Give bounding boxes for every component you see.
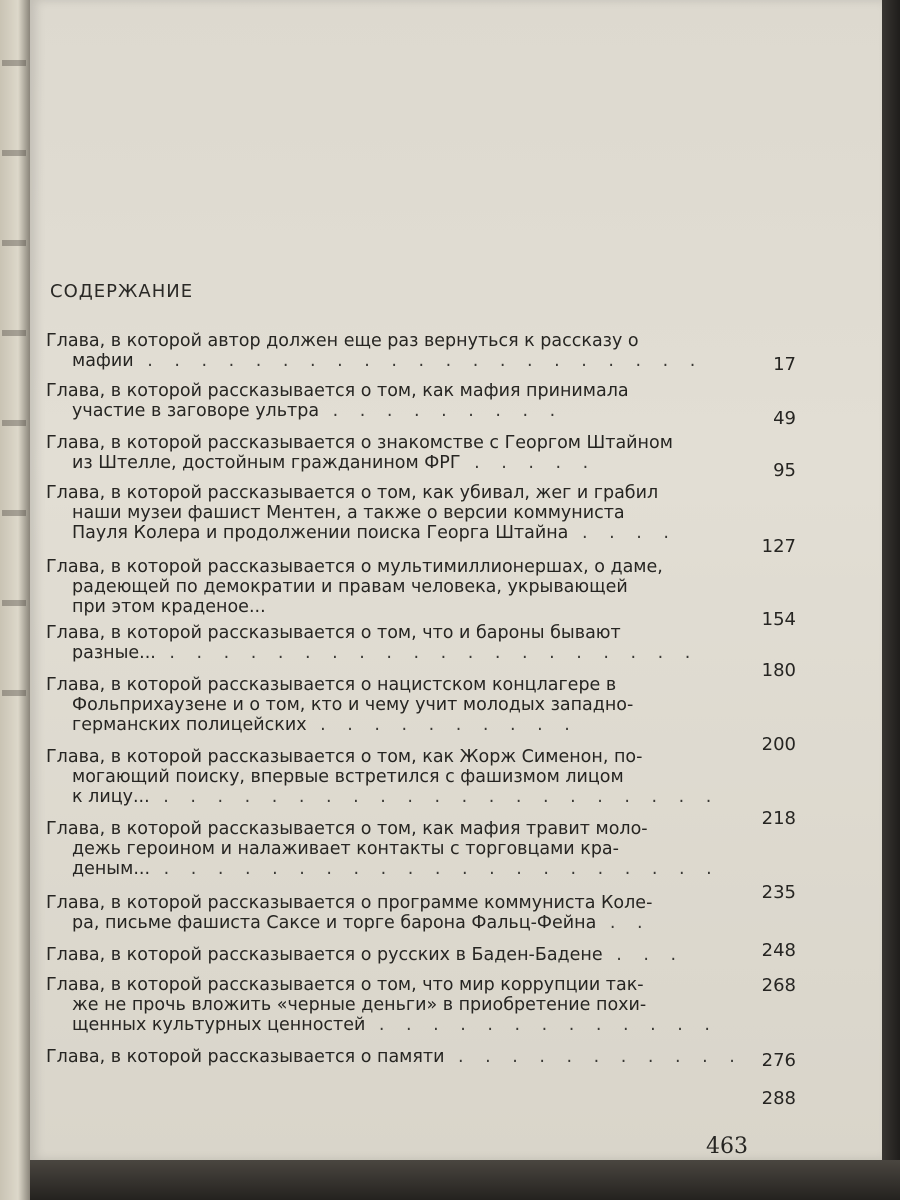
toc-entry-line bbox=[46, 913, 826, 933]
toc-entry-text: Глава, в которой рассказывается о том, как мафия принимала bbox=[46, 381, 629, 401]
toc-entry-text: Фольприхаузене и о том, кто и чему учит молодых западно- bbox=[72, 695, 634, 715]
toc-entry-line bbox=[46, 975, 826, 995]
toc-entry-line bbox=[46, 945, 826, 965]
toc-entry-text: же не прочь вложить «черные деньги» в приобретение похи- bbox=[72, 995, 647, 1015]
toc-entry-line bbox=[46, 1047, 826, 1067]
toc-entry-text: Пауля Колера и продолжении поиска Георга Штайна bbox=[72, 523, 569, 543]
toc-entry-text: разные... bbox=[72, 643, 156, 663]
toc-page-number: 154 bbox=[761, 609, 796, 630]
toc-entry bbox=[46, 381, 826, 429]
toc-entry-text: Глава, в которой рассказывается о памяти bbox=[46, 1047, 445, 1067]
toc-entry-line bbox=[46, 643, 826, 663]
toc-entry-text: при этом краденое... bbox=[72, 597, 266, 617]
toc-entry-text: радеющей по демократии и правам человека, укрывающей bbox=[72, 577, 628, 597]
toc-entry-line bbox=[46, 523, 826, 543]
toc-entry-text: Глава, в которой рассказывается о том, как мафия травит моло- bbox=[46, 819, 648, 839]
toc-entry-line bbox=[46, 433, 826, 453]
toc-page-number: 49 bbox=[773, 408, 796, 429]
toc-entry bbox=[46, 331, 826, 375]
toc-entry-text: из Штелле, достойным гражданином ФРГ bbox=[72, 453, 461, 473]
toc-entry-text: Глава, в которой рассказывается о знакомстве с Георгом Штайном bbox=[46, 433, 673, 453]
toc-entry-line bbox=[46, 597, 826, 617]
toc-leader-dots: . . . . . bbox=[460, 453, 597, 473]
toc-leader-dots: . . . . . . . . . . . . . . . . . . . . bbox=[155, 643, 699, 663]
toc-entry-text: Глава, в которой автор должен еще раз вернуться к рассказу о bbox=[46, 331, 639, 351]
toc-entry-line bbox=[46, 839, 826, 859]
toc-leader-dots: . . . . . . . . . . . . . . . . . . . . . bbox=[149, 787, 720, 807]
toc-entry-text: Глава, в которой рассказывается о том, как Жорж Сименон, по- bbox=[46, 747, 643, 767]
toc-page-number: 235 bbox=[761, 882, 796, 903]
toc-page-number: 248 bbox=[761, 940, 796, 961]
toc-entry-line bbox=[46, 453, 826, 473]
toc-entry-text: могающий поиску, впервые встретился с фашизмом лицом bbox=[72, 767, 624, 787]
toc-entry-text: щенных культурных ценностей bbox=[72, 1015, 366, 1035]
toc-entry-line bbox=[46, 483, 826, 503]
toc-entry-text: Глава, в которой рассказывается о нацистском концлагере в bbox=[46, 675, 617, 695]
toc-leader-dots: . . . . . . . . . . . . . bbox=[365, 1015, 718, 1035]
toc-entry-text: мафии bbox=[72, 351, 134, 371]
toc-entry-line bbox=[46, 331, 826, 351]
toc-leader-dots: . . . . . . . . . bbox=[319, 401, 564, 421]
toc-entry-line bbox=[46, 747, 826, 767]
toc-entry-line bbox=[46, 695, 826, 715]
toc-entry bbox=[46, 433, 826, 481]
toc-entry-text: наши музеи фашист Ментен, а также о версии коммуниста bbox=[72, 503, 625, 523]
page-number: 463 bbox=[706, 1134, 748, 1159]
toc-page-number: 200 bbox=[761, 734, 796, 755]
toc-entry-line bbox=[46, 715, 826, 735]
toc-leader-dots: . . . . . . . . . . . . . . . . . . . . . bbox=[133, 351, 704, 371]
toc-entry bbox=[46, 623, 826, 681]
toc-entry-text: Глава, в которой рассказывается о мультимиллионершах, о даме, bbox=[46, 557, 663, 577]
toc-page-number: 288 bbox=[761, 1088, 796, 1109]
toc-entry-line bbox=[46, 675, 826, 695]
toc-entry-line bbox=[46, 577, 826, 597]
toc-entry-text: Глава, в которой рассказывается о программе коммуниста Коле- bbox=[46, 893, 653, 913]
toc-entry bbox=[46, 557, 826, 630]
toc-page-number: 95 bbox=[773, 460, 796, 481]
toc-entry-line bbox=[46, 859, 826, 879]
toc-entry-text: германских полицейских bbox=[72, 715, 307, 735]
toc-entry-text: дежь героином и налаживает контакты с торговцами кра- bbox=[72, 839, 619, 859]
toc-entry bbox=[46, 1047, 826, 1109]
page-bottom-shadow bbox=[30, 1160, 900, 1200]
toc-entry-line bbox=[46, 351, 826, 371]
toc-entry-line bbox=[46, 995, 826, 1015]
toc-page-number: 180 bbox=[761, 660, 796, 681]
toc-entry-line bbox=[46, 787, 826, 807]
toc-leader-dots: . . . . . . . . . . . bbox=[444, 1047, 743, 1067]
toc-leader-dots: . . . . bbox=[568, 523, 677, 543]
toc-entry-text: Глава, в которой рассказывается о том, как убивал, жег и грабил bbox=[46, 483, 659, 503]
toc-leader-dots: . . bbox=[596, 913, 651, 933]
toc-entry-line bbox=[46, 557, 826, 577]
toc-entry-line bbox=[46, 623, 826, 643]
toc-page-number: 127 bbox=[761, 536, 796, 557]
toc-page-number: 17 bbox=[773, 354, 796, 375]
toc-leader-dots: . . . . . . . . . . bbox=[306, 715, 578, 735]
toc-entry-line bbox=[46, 381, 826, 401]
toc-entry-text: Глава, в которой рассказывается о том, что мир коррупции так- bbox=[46, 975, 644, 995]
toc-entry-line bbox=[46, 1015, 826, 1035]
facing-page-edge bbox=[0, 0, 30, 1200]
toc-page-number: 276 bbox=[761, 1050, 796, 1071]
toc-entry-text: к лицу... bbox=[72, 787, 150, 807]
toc-entry-text: участие в заговоре ультра bbox=[72, 401, 320, 421]
toc-entry-text: Глава, в которой рассказывается о русских в Баден-Бадене bbox=[46, 945, 603, 965]
contents-heading: СОДЕРЖАНИЕ bbox=[50, 281, 194, 302]
toc-entry-line bbox=[46, 819, 826, 839]
toc-entry-text: Глава, в которой рассказывается о том, что и бароны бывают bbox=[46, 623, 621, 643]
toc-leader-dots: . . . bbox=[602, 945, 685, 965]
toc-leader-dots: . . . . . . . . . . . . . . . . . . . . . bbox=[150, 859, 720, 879]
toc-entry-text: деным... bbox=[72, 859, 151, 879]
toc-entry-line bbox=[46, 767, 826, 787]
toc-entry-line bbox=[46, 401, 826, 421]
toc-entry-line bbox=[46, 893, 826, 913]
toc-entry bbox=[46, 483, 826, 557]
toc-page-number: 268 bbox=[761, 975, 796, 996]
toc-page-number: 218 bbox=[761, 808, 796, 829]
toc-entry-text: ра, письме фашиста Саксе и торге барона Фальц-Фейна bbox=[72, 913, 597, 933]
toc-entry bbox=[46, 675, 826, 755]
toc-entry-line bbox=[46, 503, 826, 523]
